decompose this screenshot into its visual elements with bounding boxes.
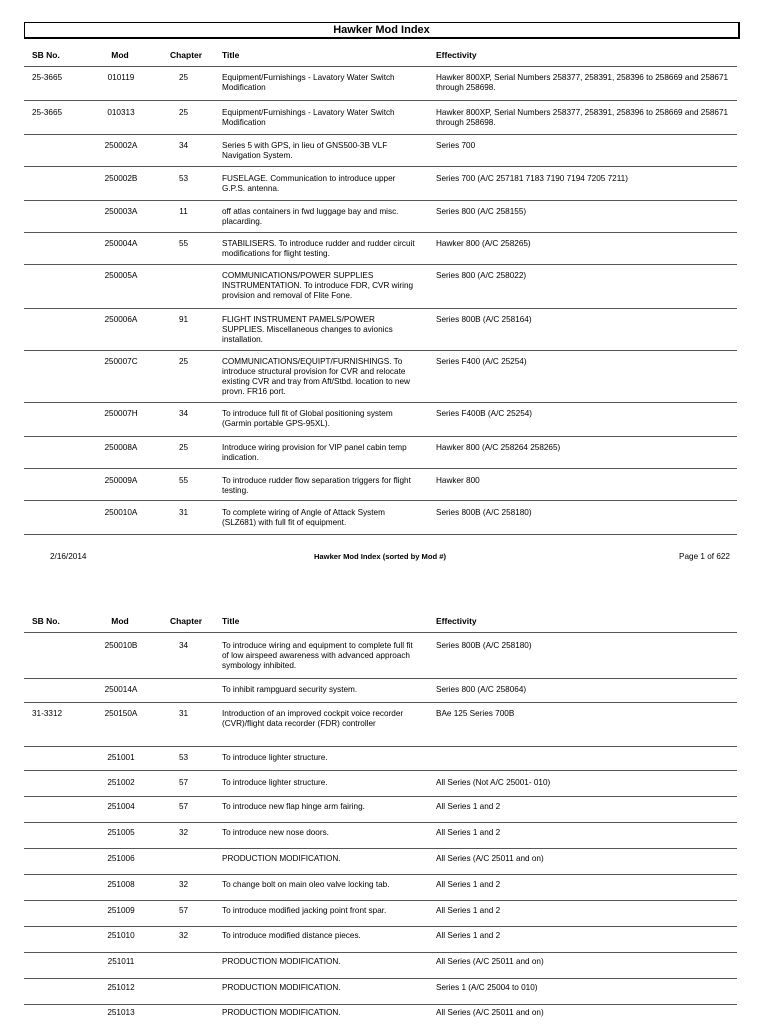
effectivity-cell: Hawker 800XP, Serial Numbers 258377, 258391, 258396 to 258669 and 258671 through 258698. — [436, 73, 729, 92]
chapter-cell: 25 — [178, 357, 189, 366]
mod-cell: 251005 — [107, 828, 135, 837]
chapter-cell: 55 — [178, 239, 189, 248]
mod-cell: 250002A — [104, 141, 138, 150]
chapter-cell: 55 — [178, 476, 189, 485]
title-cell: STABILISERS. To introduce rudder and rudder circuit modifications for flight testing. — [222, 239, 415, 258]
effectivity-cell: Series 1 (A/C 25004 to 010) — [436, 983, 538, 992]
title-cell: To introduce lighter structure. — [222, 753, 328, 762]
title-cell: FUSELAGE. Communication to introduce upper G.P.S. antenna. — [222, 174, 396, 193]
row-divider — [24, 264, 737, 265]
footer-date: 2/16/2014 — [50, 552, 87, 561]
chapter-cell: 32 — [178, 931, 189, 940]
mod-cell: 250007H — [104, 409, 138, 418]
effectivity-cell: All Series (A/C 25011 and on) — [436, 1008, 544, 1017]
row-divider — [24, 200, 737, 201]
mod-cell: 250002B — [104, 174, 138, 183]
chapter-cell: 31 — [178, 508, 189, 517]
row-divider — [24, 468, 737, 469]
effectivity-cell: Series 800 (A/C 258022) — [436, 271, 527, 280]
table-header-page2 — [0, 616, 768, 630]
effectivity-cell: BAe 125 Series 700B — [436, 709, 515, 718]
header-chapter: Chapter — [169, 50, 203, 60]
title-cell: To introduce modified distance pieces. — [222, 931, 361, 940]
chapter-cell: 34 — [178, 641, 189, 650]
header-sb-no: SB No. — [32, 616, 60, 626]
mod-cell: 251011 — [107, 957, 135, 966]
mod-cell: 250010B — [104, 641, 138, 650]
header-effectivity: Effectivity — [436, 616, 477, 626]
title-cell: Series 5 with GPS, in lieu of GNS500-3B VLF Navigation System. — [222, 141, 388, 160]
row-divider — [24, 848, 737, 849]
chapter-cell: 57 — [178, 778, 189, 787]
mod-cell: 251012 — [107, 983, 135, 992]
mod-cell: 251008 — [107, 880, 135, 889]
mod-cell: 250014A — [104, 685, 138, 694]
table-header-page1 — [0, 50, 768, 64]
chapter-cell: 53 — [178, 174, 189, 183]
row-divider — [24, 1004, 737, 1005]
page-footer — [0, 552, 768, 564]
row-divider — [24, 166, 737, 167]
row-divider — [24, 822, 737, 823]
sb-no-cell: 25-3665 — [32, 73, 63, 82]
title-cell: To introduce wiring and equipment to complete full fit of low airspeed awareness with advanced approach symbology inhibited. — [222, 641, 413, 670]
mod-cell: 250005A — [104, 271, 138, 280]
effectivity-cell: Hawker 800XP, Serial Numbers 258377, 258391, 258396 to 258669 and 258671 through 258698. — [436, 108, 729, 127]
chapter-cell: 53 — [178, 753, 189, 762]
mod-cell: 250006A — [104, 315, 138, 324]
mod-cell: 251009 — [107, 906, 135, 915]
title-cell: To introduce full fit of Global positioning system (Garmin portable GPS-95XL). — [222, 409, 393, 428]
title-cell: COMMUNICATIONS/POWER SUPPLIES INSTRUMENTATION. To introduce FDR, CVR wiring provision and removal of Flite Fone. — [222, 271, 414, 300]
effectivity-cell: Series 800B (A/C 258164) — [436, 315, 532, 324]
effectivity-cell: Series 800B (A/C 258180) — [436, 641, 532, 650]
header-title: Title — [222, 616, 240, 626]
mod-cell: 250010A — [104, 508, 138, 517]
chapter-cell: 25 — [178, 108, 189, 117]
effectivity-cell: All Series (A/C 25011 and on) — [436, 957, 544, 966]
title-cell: To introduce modified jacking point front spar. — [222, 906, 387, 915]
row-divider — [24, 926, 737, 927]
row-divider — [24, 978, 737, 979]
chapter-cell: 25 — [178, 73, 189, 82]
row-divider — [24, 952, 737, 953]
effectivity-cell: Hawker 800 — [436, 476, 480, 485]
title-cell: PRODUCTION MODIFICATION. — [222, 854, 341, 863]
title-cell: Introduction of an improved cockpit voice recorder (CVR)/flight data recorder (FDR) controller — [222, 709, 404, 728]
header-chapter: Chapter — [169, 616, 203, 626]
mod-cell: 250150A — [104, 709, 138, 718]
chapter-cell: 11 — [179, 207, 188, 216]
mod-cell: 251001 — [107, 753, 135, 762]
row-divider — [24, 796, 737, 797]
header-mod: Mod — [111, 50, 129, 60]
row-divider — [24, 308, 737, 309]
row-divider — [24, 232, 737, 233]
effectivity-cell: All Series (Not A/C 25001- 010) — [436, 778, 551, 787]
effectivity-cell: All Series (A/C 25011 and on) — [436, 854, 544, 863]
row-divider — [24, 746, 737, 747]
title-cell: To introduce new nose doors. — [222, 828, 329, 837]
footer-page-number: Page 1 of 622 — [679, 552, 730, 561]
title-cell: Equipment/Furnishings - Lavatory Water Switch Modification — [222, 73, 395, 92]
header-mod: Mod — [111, 616, 129, 626]
title-cell: PRODUCTION MODIFICATION. — [222, 957, 341, 966]
chapter-cell: 31 — [178, 709, 189, 718]
mod-cell: 250003A — [104, 207, 138, 216]
mod-cell: 251002 — [107, 778, 135, 787]
effectivity-cell: Series F400B (A/C 25254) — [436, 409, 533, 418]
mod-cell: 010313 — [107, 108, 135, 117]
title-cell: Equipment/Furnishings - Lavatory Water Switch Modification — [222, 108, 395, 127]
chapter-cell: 32 — [178, 828, 189, 837]
title-cell: To change bolt on main oleo valve locking tab. — [222, 880, 390, 889]
chapter-cell: 25 — [178, 443, 189, 452]
row-divider — [24, 770, 737, 771]
chapter-cell: 32 — [178, 880, 189, 889]
mod-cell: 251004 — [107, 802, 135, 811]
effectivity-cell: All Series 1 and 2 — [436, 802, 501, 811]
row-divider — [24, 436, 737, 437]
title-cell: To introduce lighter structure. — [222, 778, 328, 787]
title-cell: PRODUCTION MODIFICATION. — [222, 983, 341, 992]
effectivity-cell: All Series 1 and 2 — [436, 828, 501, 837]
mod-cell: 251010 — [107, 931, 135, 940]
chapter-cell: 34 — [178, 409, 189, 418]
header-sb-no: SB No. — [32, 50, 60, 60]
title-cell: To complete wiring of Angle of Attack System (SLZ681) with full fit of equipment. — [222, 508, 385, 527]
effectivity-cell: Series 700 — [436, 141, 476, 150]
title-cell: To introduce rudder flow separation triggers for flight testing. — [222, 476, 411, 495]
mod-cell: 250007C — [104, 357, 138, 366]
row-divider — [24, 900, 737, 901]
chapter-cell: 57 — [178, 906, 189, 915]
title-cell: FLIGHT INSTRUMENT PAMELS/POWER SUPPLIES. Miscellaneous changes to avionics installation. — [222, 315, 393, 344]
row-divider — [24, 678, 737, 679]
mod-cell: 010119 — [107, 73, 135, 82]
row-divider — [24, 350, 737, 351]
header-effectivity: Effectivity — [436, 50, 477, 60]
footer-title: Hawker Mod Index (sorted by Mod #) — [313, 552, 447, 561]
header-divider — [24, 632, 737, 633]
header-divider — [24, 66, 737, 67]
row-divider — [24, 874, 737, 875]
effectivity-cell: Hawker 800 (A/C 258265) — [436, 239, 531, 248]
row-divider — [24, 134, 737, 135]
chapter-cell: 34 — [178, 141, 189, 150]
chapter-cell: 91 — [178, 315, 189, 324]
effectivity-cell: All Series 1 and 2 — [436, 931, 501, 940]
sb-no-cell: 31-3312 — [32, 709, 63, 718]
effectivity-cell: All Series 1 and 2 — [436, 906, 501, 915]
title-cell: Introduce wiring provision for VIP panel cabin temp indication. — [222, 443, 407, 462]
title-cell: To inhibit rampguard security system. — [222, 685, 358, 694]
document-title: Hawker Mod Index — [24, 22, 740, 39]
mod-cell: 250008A — [104, 443, 138, 452]
mod-cell: 250004A — [104, 239, 138, 248]
chapter-cell: 57 — [178, 802, 189, 811]
effectivity-cell: Series 800B (A/C 258180) — [436, 508, 532, 517]
row-divider — [24, 100, 737, 101]
sb-no-cell: 25-3665 — [32, 108, 63, 117]
title-cell: off atlas containers in fwd luggage bay and misc. placarding. — [222, 207, 399, 226]
row-divider — [24, 534, 737, 535]
mod-cell: 251013 — [107, 1008, 135, 1017]
effectivity-cell: Series 700 (A/C 257181 7183 7190 7194 7205 7211) — [436, 174, 628, 183]
title-cell: COMMUNICATIONS/EQUIPT/FURNISHINGS. To introduce structural provision for CVR and relocate existing CVR and tray from Aft/Stbd. location to new provn. FR16 port. — [222, 357, 410, 396]
mod-cell: 250009A — [104, 476, 138, 485]
title-cell: To introduce new flap hinge arm fairing. — [222, 802, 365, 811]
row-divider — [24, 500, 737, 501]
effectivity-cell: Series 800 (A/C 258155) — [436, 207, 527, 216]
mod-cell: 251006 — [107, 854, 135, 863]
effectivity-cell: Series F400 (A/C 25254) — [436, 357, 527, 366]
title-cell: PRODUCTION MODIFICATION. — [222, 1008, 341, 1017]
effectivity-cell: Hawker 800 (A/C 258264 258265) — [436, 443, 561, 452]
effectivity-cell: All Series 1 and 2 — [436, 880, 501, 889]
row-divider — [24, 402, 737, 403]
header-title: Title — [222, 50, 240, 60]
effectivity-cell: Series 800 (A/C 258064) — [436, 685, 527, 694]
row-divider — [24, 702, 737, 703]
